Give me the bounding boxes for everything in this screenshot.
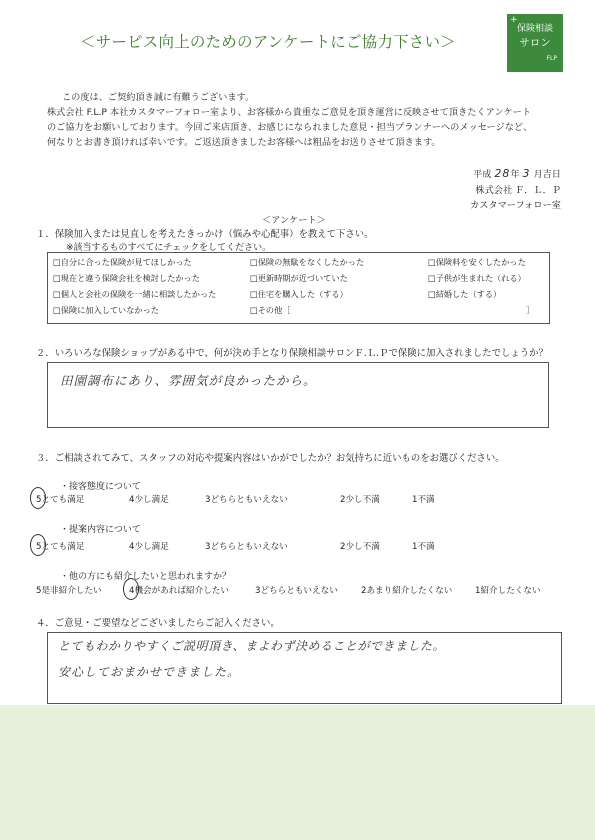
q4-answer-line1: とてもわかりやすくご説明頂き、まよわず決めることができました。 [58,639,446,653]
q1-option[interactable]: □住宅を購入した（する） [250,289,348,299]
q1-option-other[interactable]: □その他［ [250,305,291,315]
q1-option[interactable]: □現在と違う保険会社を検討したかった [53,273,200,283]
q2-text: ２．いろいろな保険ショップがある中で、何が決め手となり保険相談サロンＦ.Ｌ.Ｐで保険に加入されましたでしょうか？ [36,348,548,359]
q3-referral-label: ・他の方にも紹介したいと思われますか？ [60,572,232,582]
q1-option[interactable]: □子供が生まれた（れる） [428,273,526,283]
logo-line3: FLP [546,55,557,62]
q1-options-table [47,252,550,324]
survey-title: ＜サービス向上のためのアンケートにご協力下さい＞ [80,33,456,51]
date-year-unit: 年 [510,169,520,180]
referral-option-3[interactable]: 3どちらともいえない [255,586,338,596]
date-year: 28 [494,167,511,180]
referral-option-1[interactable]: 1紹介したくない [475,586,541,596]
salon-logo [507,14,563,72]
q4-answer-line2: 安心しておまかせできました。 [58,665,241,679]
proposal-option-3[interactable]: 3どちらともいえない [205,542,288,552]
proposal-option-4[interactable]: 4少し満足 [129,542,169,552]
logo-plus-mark: + [510,15,518,25]
q1-option[interactable]: □保険の無駄をなくしたかった [250,257,365,267]
company-name: 株式会社 Ｆ．Ｌ．Ｐ [475,185,561,196]
referral-option-5[interactable]: 5是非紹介したい [36,586,102,596]
referral-selected-circle [123,578,139,600]
date-month: 3 [522,167,531,180]
date-month-unit: 月吉日 [533,169,561,180]
q1-option[interactable]: □自分に合った保険が見てほしかった [53,257,192,267]
q4-text: ４．ご意見・ご要望などございましたらご記入ください。 [36,618,280,629]
intro-line2: 株式会社 F.L.P 本社カスタマーフォロー室より、お客様から貴重なご意見を頂き運営に反映させて頂きたくアンケート [47,107,532,118]
attitude-option-2[interactable]: 2少し不満 [340,495,380,505]
date-era: 平成 [473,169,492,180]
intro-line3: のご協力をお願いしております。今回ご来店頂き、お感じになられました意見・担当プランナーへのメッセージなど、 [47,122,533,133]
attitude-option-1[interactable]: 1不満 [412,495,435,505]
q1-text: １．保険加入または見直しを考えたきっかけ（悩みや心配事）を教えて下さい。 [36,229,374,240]
q3-proposal-label: ・提案内容について [60,525,141,535]
logo-line2: サロン [519,37,551,49]
q2-answer-box[interactable] [47,362,549,428]
proposal-selected-circle [30,534,46,556]
q1-option[interactable]: □更新時期が近づいていた [250,273,348,283]
proposal-option-2[interactable]: 2少し不満 [340,542,380,552]
intro-line4: 何なりとお書き頂ければ幸いです。ご返送頂きましたお客様へは粗品をお送りさせて頂きます。 [47,137,441,148]
q4-answer-box[interactable] [47,632,562,704]
q2-answer: 田園調布にあり、雰囲気が良かったから。 [60,373,317,388]
intro-line1: この度は、ご契約頂き誠に有難うございます。 [62,92,255,103]
attitude-option-5[interactable]: 5とても満足 [36,495,85,505]
referral-option-4[interactable]: 4機会があれば紹介したい [129,586,229,596]
q1-option[interactable]: □保険に加入していなかった [53,305,159,315]
survey-heading: ＜アンケート＞ [262,215,326,226]
q1-option[interactable]: □保険料を安くしたかった [428,257,526,267]
q3-attitude-label: ・接客態度について [60,482,141,492]
logo-line1: 保険相談 [516,24,553,34]
proposal-option-1[interactable]: 1不満 [412,542,435,552]
q1-option-other-close: ］ [526,305,535,315]
date-line [473,166,561,180]
q1-option[interactable]: □個人と会社の保険を一緒に相談したかった [53,289,217,299]
proposal-option-5[interactable]: 5とても満足 [36,542,85,552]
attitude-option-4[interactable]: 4少し満足 [129,495,169,505]
referral-option-2[interactable]: 2あまり紹介したくない [361,586,453,596]
q1-option[interactable]: □結婚した（する） [428,289,502,299]
q3-text: ３．ご相談されてみて、スタッフの対応や提案内容はいかがでしたか？お気持ちに近いものをお選びください。 [36,453,505,464]
attitude-selected-circle [30,487,46,509]
q1-note: ※該当するものすべてにチェックをしてください。 [66,243,272,253]
attitude-option-3[interactable]: 3どちらともいえない [205,495,288,505]
company-dept: カスタマーフォロー室 [470,200,561,211]
